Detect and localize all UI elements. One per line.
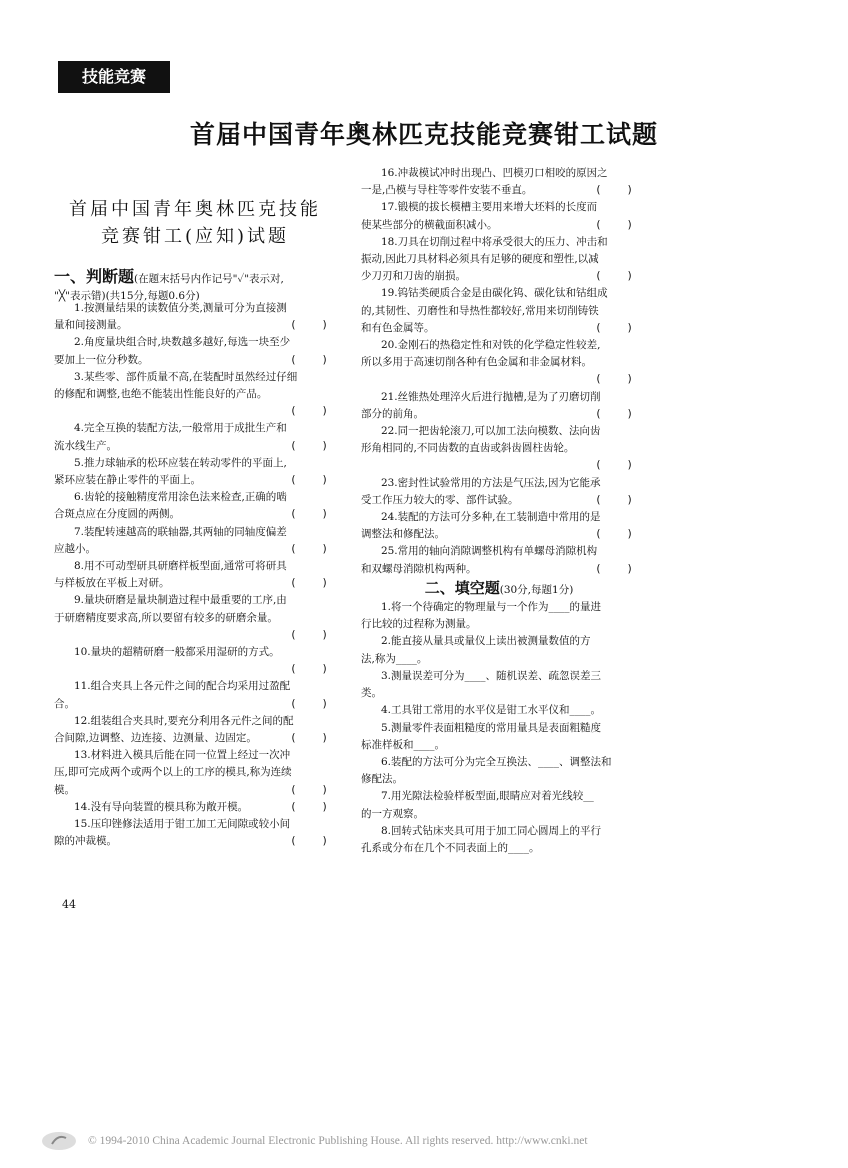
question-text: 模。 bbox=[54, 783, 75, 796]
question-line bbox=[54, 730, 332, 747]
question-text: 的,其韧性、刃磨性和导热性都较好,常用来切削铸铁 bbox=[361, 304, 599, 317]
question-text: 8.用不可动型研具研磨样板型面,通常可将研具 bbox=[73, 560, 287, 573]
question-text: 合间隙,边调整、边连接、边测量、边固定。 bbox=[54, 732, 257, 745]
fill-question-item bbox=[361, 754, 637, 788]
question-item bbox=[361, 337, 637, 389]
fill-question-item bbox=[361, 633, 637, 667]
question-text: 合斑点应在分度圆的两侧。 bbox=[54, 508, 180, 521]
question-text: 紧环应装在静止零件的平面上。 bbox=[54, 474, 201, 487]
question-item bbox=[54, 334, 332, 368]
fill-question-text: 6.装配的方法可分为完全互换法、____、调整法和 bbox=[380, 755, 612, 768]
question-text: 于研磨精度要求高,所以要留有较多的研磨余量。 bbox=[54, 611, 278, 624]
fill-question-text: 的一方观察。 bbox=[361, 807, 424, 820]
question-item bbox=[54, 300, 332, 334]
question-text: 6.齿轮的接触精度常用涂色法来检查,正确的啮 bbox=[73, 491, 287, 504]
question-text: 21.丝锥热处理淬火后进行抛槽,是为了刃磨切削 bbox=[380, 390, 601, 403]
footer bbox=[40, 1130, 680, 1154]
cnki-logo-icon bbox=[40, 1130, 78, 1152]
answer-paren: ( ) bbox=[595, 184, 633, 197]
question-item bbox=[54, 747, 332, 799]
answer-paren: ( ) bbox=[290, 663, 328, 676]
answer-paren: ( ) bbox=[595, 493, 633, 506]
fill-question-text: 法,称为____。 bbox=[361, 652, 428, 665]
fill-question-text: 2.能直接从量具或量仪上读出被测量数值的方 bbox=[380, 635, 591, 648]
question-text: 一是,凸模与导柱等零件安装不垂直。 bbox=[361, 184, 533, 197]
question-text: 受工作压力较大的零、部件试验。 bbox=[361, 493, 519, 506]
fill-question-text: 7.用光隙法检验样板型面,眼睛应对着光线较__ bbox=[380, 790, 594, 803]
question-text: 3.某些零、部件质量不高,在装配时虽然经过仔细 bbox=[73, 370, 298, 383]
answer-paren-line bbox=[361, 371, 637, 388]
question-item bbox=[54, 524, 332, 558]
question-line bbox=[54, 782, 332, 799]
question-text: 调整法和修配法。 bbox=[361, 528, 445, 541]
question-text: 22.同一把齿轮滚刀,可以加工法向模数、法向齿 bbox=[380, 425, 601, 438]
page-number: 44 bbox=[62, 898, 76, 911]
answer-paren: ( ) bbox=[290, 783, 328, 796]
question-line bbox=[361, 492, 637, 509]
question-text: 隙的冲裁模。 bbox=[54, 835, 117, 848]
fill-question-item bbox=[361, 788, 637, 822]
question-item bbox=[54, 713, 332, 747]
answer-paren: ( ) bbox=[290, 577, 328, 590]
fill-question-text: 4.工具钳工常用的水平仪是钳工水平仪和____。 bbox=[380, 704, 601, 717]
answer-paren: ( ) bbox=[290, 353, 328, 366]
question-text: 23.密封性试验常用的方法是气压法,因为它能承 bbox=[380, 476, 601, 489]
answer-paren: ( ) bbox=[290, 405, 328, 418]
fill-question-text: 5.测量零件表面粗糙度的常用量具是表面粗糙度 bbox=[380, 721, 601, 734]
question-text: 压,即可完成两个或两个以上的工序的模具,称为连续 bbox=[54, 766, 292, 779]
question-text: 2.角度量块组合时,块数越多越好,每选一块至少 bbox=[73, 336, 291, 349]
question-text: 19.钨钴类硬质合金是由碳化钨、碳化钛和钴组成 bbox=[380, 287, 608, 300]
question-text: 1.按测量结果的读数值分类,测量可分为直接测 bbox=[73, 302, 287, 314]
section-badge: 技能竞赛 bbox=[58, 61, 170, 93]
question-item bbox=[54, 678, 332, 712]
page-title: 首届中国青年奥林匹克技能竞赛钳工试题 bbox=[189, 120, 658, 149]
answer-paren-line bbox=[54, 403, 332, 420]
fill-question-item bbox=[361, 823, 637, 857]
question-line bbox=[54, 506, 332, 523]
question-item bbox=[361, 423, 637, 475]
section2-header bbox=[361, 580, 637, 599]
fill-question-text: 3.测量误差可分为____、随机误差、疏忽误差三 bbox=[380, 669, 601, 682]
fill-question-item bbox=[361, 702, 637, 719]
question-item bbox=[361, 199, 637, 233]
question-item bbox=[54, 420, 332, 454]
question-text: 与样板放在平板上对研。 bbox=[54, 577, 170, 590]
section2-note: (30分,每题1分) bbox=[499, 583, 574, 596]
question-line bbox=[54, 541, 332, 558]
question-item bbox=[54, 455, 332, 489]
answer-paren: ( ) bbox=[290, 835, 328, 848]
question-text: 使某些部分的横截面积减小。 bbox=[361, 218, 498, 231]
fill-question-text: 行比较的过程称为测量。 bbox=[361, 618, 477, 631]
question-text: 15.压印锉修法适用于钳工加工无间隙或较小间 bbox=[73, 818, 291, 831]
section1-heading: 一、判断题 bbox=[54, 267, 135, 286]
left-column bbox=[54, 300, 332, 851]
question-text: 和双螺母消隙机构两种。 bbox=[361, 562, 477, 575]
question-text: 24.装配的方法可分多种,在工装制造中常用的是 bbox=[380, 511, 601, 524]
question-item bbox=[54, 816, 332, 850]
question-line bbox=[54, 352, 332, 369]
question-text: 4.完全互换的装配方法,一般常用于成批生产和 bbox=[73, 422, 287, 435]
question-line bbox=[361, 217, 637, 234]
question-text: 17.锻模的拔长模槽主要用来增大坯料的长度而 bbox=[380, 201, 598, 214]
answer-paren: ( ) bbox=[290, 439, 328, 452]
question-item bbox=[361, 234, 637, 286]
question-line bbox=[54, 696, 332, 713]
question-text: 量和间接测量。 bbox=[54, 319, 128, 332]
fill-question-item bbox=[361, 599, 637, 633]
question-text: 14.没有导向装置的模具称为敞开模。 bbox=[73, 800, 249, 813]
question-text: 流水线生产。 bbox=[54, 439, 117, 452]
fill-question-text: 标准样板和____。 bbox=[361, 738, 445, 751]
question-text: 16.冲裁模试冲时出现凸、凹模刃口相咬的原因之 bbox=[380, 167, 608, 179]
question-item bbox=[361, 509, 637, 543]
question-line bbox=[54, 799, 332, 816]
section1-note2: "╳"表示错)(共15分,每题0.6分) bbox=[54, 290, 200, 302]
section1-note: (在题末括号内作记号"✓"表示对, bbox=[134, 273, 284, 285]
answer-paren: ( ) bbox=[290, 697, 328, 710]
question-line bbox=[361, 561, 637, 578]
question-text: 部分的前角。 bbox=[361, 407, 424, 420]
question-line bbox=[54, 317, 332, 334]
question-line bbox=[361, 406, 637, 423]
question-text: 合。 bbox=[54, 697, 75, 710]
question-text: 13.材料进入模具后能在同一位置上经过一次冲 bbox=[73, 749, 291, 762]
question-line bbox=[361, 268, 637, 285]
question-text: 所以多用于高速切削各种有色金属和非金属材料。 bbox=[361, 356, 592, 369]
fill-question-text: 孔系或分布在几个不同表面上的____。 bbox=[361, 841, 540, 854]
question-text: 要加上一位分秒数。 bbox=[54, 353, 149, 366]
answer-paren: ( ) bbox=[290, 542, 328, 555]
question-item bbox=[361, 285, 637, 337]
answer-paren: ( ) bbox=[290, 508, 328, 521]
answer-paren: ( ) bbox=[595, 270, 633, 283]
question-item bbox=[54, 489, 332, 523]
question-item bbox=[54, 369, 332, 421]
answer-paren: ( ) bbox=[290, 474, 328, 487]
question-item bbox=[361, 165, 637, 199]
right-column bbox=[361, 165, 637, 857]
answer-paren: ( ) bbox=[595, 218, 633, 231]
question-text: 的修配和调整,也绝不能装出性能良好的产品。 bbox=[54, 388, 268, 401]
exam-subtitle-line1: 首届中国青年奥林匹克技能 bbox=[69, 199, 321, 220]
answer-paren-line bbox=[54, 661, 332, 678]
question-line bbox=[54, 438, 332, 455]
question-text: 振动,因此刀具材料必须具有足够的硬度和塑性,以减 bbox=[361, 253, 599, 266]
question-item bbox=[54, 799, 332, 816]
question-text: 7.装配转速越高的联轴器,其两轴的同轴度偏差 bbox=[73, 525, 287, 538]
question-item bbox=[54, 644, 332, 678]
question-line bbox=[54, 575, 332, 592]
question-text: 12.组装组合夹具时,要充分利用各元件之间的配 bbox=[73, 714, 294, 727]
question-line bbox=[54, 472, 332, 489]
answer-paren: ( ) bbox=[290, 628, 328, 641]
question-item bbox=[54, 592, 332, 644]
question-line bbox=[54, 833, 332, 850]
question-text: 11.组合夹具上各元件之间的配合均采用过盈配 bbox=[73, 680, 291, 693]
answer-paren-line bbox=[54, 627, 332, 644]
question-item bbox=[361, 475, 637, 509]
answer-paren: ( ) bbox=[290, 732, 328, 745]
question-text: 5.推力球轴承的松环应装在转动零件的平面上, bbox=[73, 456, 287, 469]
question-text: 和有色金属等。 bbox=[361, 321, 435, 334]
fill-question-text: 类。 bbox=[361, 687, 382, 700]
answer-paren: ( ) bbox=[595, 321, 633, 334]
footer-copyright: © 1994-2010 China Academic Journal Electronic Publishing House. All rights reserved. http://www.cnki.net bbox=[88, 1135, 588, 1147]
question-item bbox=[361, 543, 637, 577]
question-text: 少刀刃和刀齿的崩损。 bbox=[361, 270, 466, 283]
question-text: 应越小。 bbox=[54, 542, 96, 555]
answer-paren: ( ) bbox=[595, 562, 633, 575]
section2-heading: 二、填空题 bbox=[424, 578, 500, 597]
fill-question-text: 1.将一个待确定的物理量与一个作为____的量进 bbox=[380, 601, 601, 614]
question-text: 25.常用的轴向消隙调整机构有单螺母消隙机构 bbox=[380, 545, 598, 558]
fill-question-text: 8.回转式钻床夹具可用于加工同心圆周上的平行 bbox=[380, 824, 601, 837]
question-line bbox=[361, 182, 637, 199]
exam-subtitle-line2: 竞赛钳工(应知)试题 bbox=[100, 226, 290, 247]
answer-paren-line bbox=[361, 457, 637, 474]
question-line bbox=[361, 320, 637, 337]
answer-paren: ( ) bbox=[595, 528, 633, 541]
answer-paren: ( ) bbox=[595, 373, 633, 386]
question-item bbox=[361, 389, 637, 423]
fill-question-item bbox=[361, 668, 637, 702]
question-line bbox=[361, 526, 637, 543]
question-text: 形角相同的,不同齿数的直齿或斜齿圆柱齿轮。 bbox=[361, 442, 575, 455]
answer-paren: ( ) bbox=[290, 800, 328, 813]
question-text: 20.金刚石的热稳定性和对铁的化学稳定性较差, bbox=[380, 339, 601, 352]
question-text: 18.刀具在切削过程中将承受很大的压力、冲击和 bbox=[380, 235, 608, 248]
question-text: 10.量块的超精研磨一般都采用湿研的方式。 bbox=[73, 646, 280, 659]
question-text: 9.量块研磨是量块制造过程中最重要的工序,由 bbox=[73, 594, 287, 607]
fill-question-text: 修配法。 bbox=[361, 773, 403, 786]
answer-paren: ( ) bbox=[595, 407, 633, 420]
question-item bbox=[54, 558, 332, 592]
answer-paren: ( ) bbox=[290, 319, 328, 332]
fill-question-item bbox=[361, 720, 637, 754]
answer-paren: ( ) bbox=[595, 459, 633, 472]
